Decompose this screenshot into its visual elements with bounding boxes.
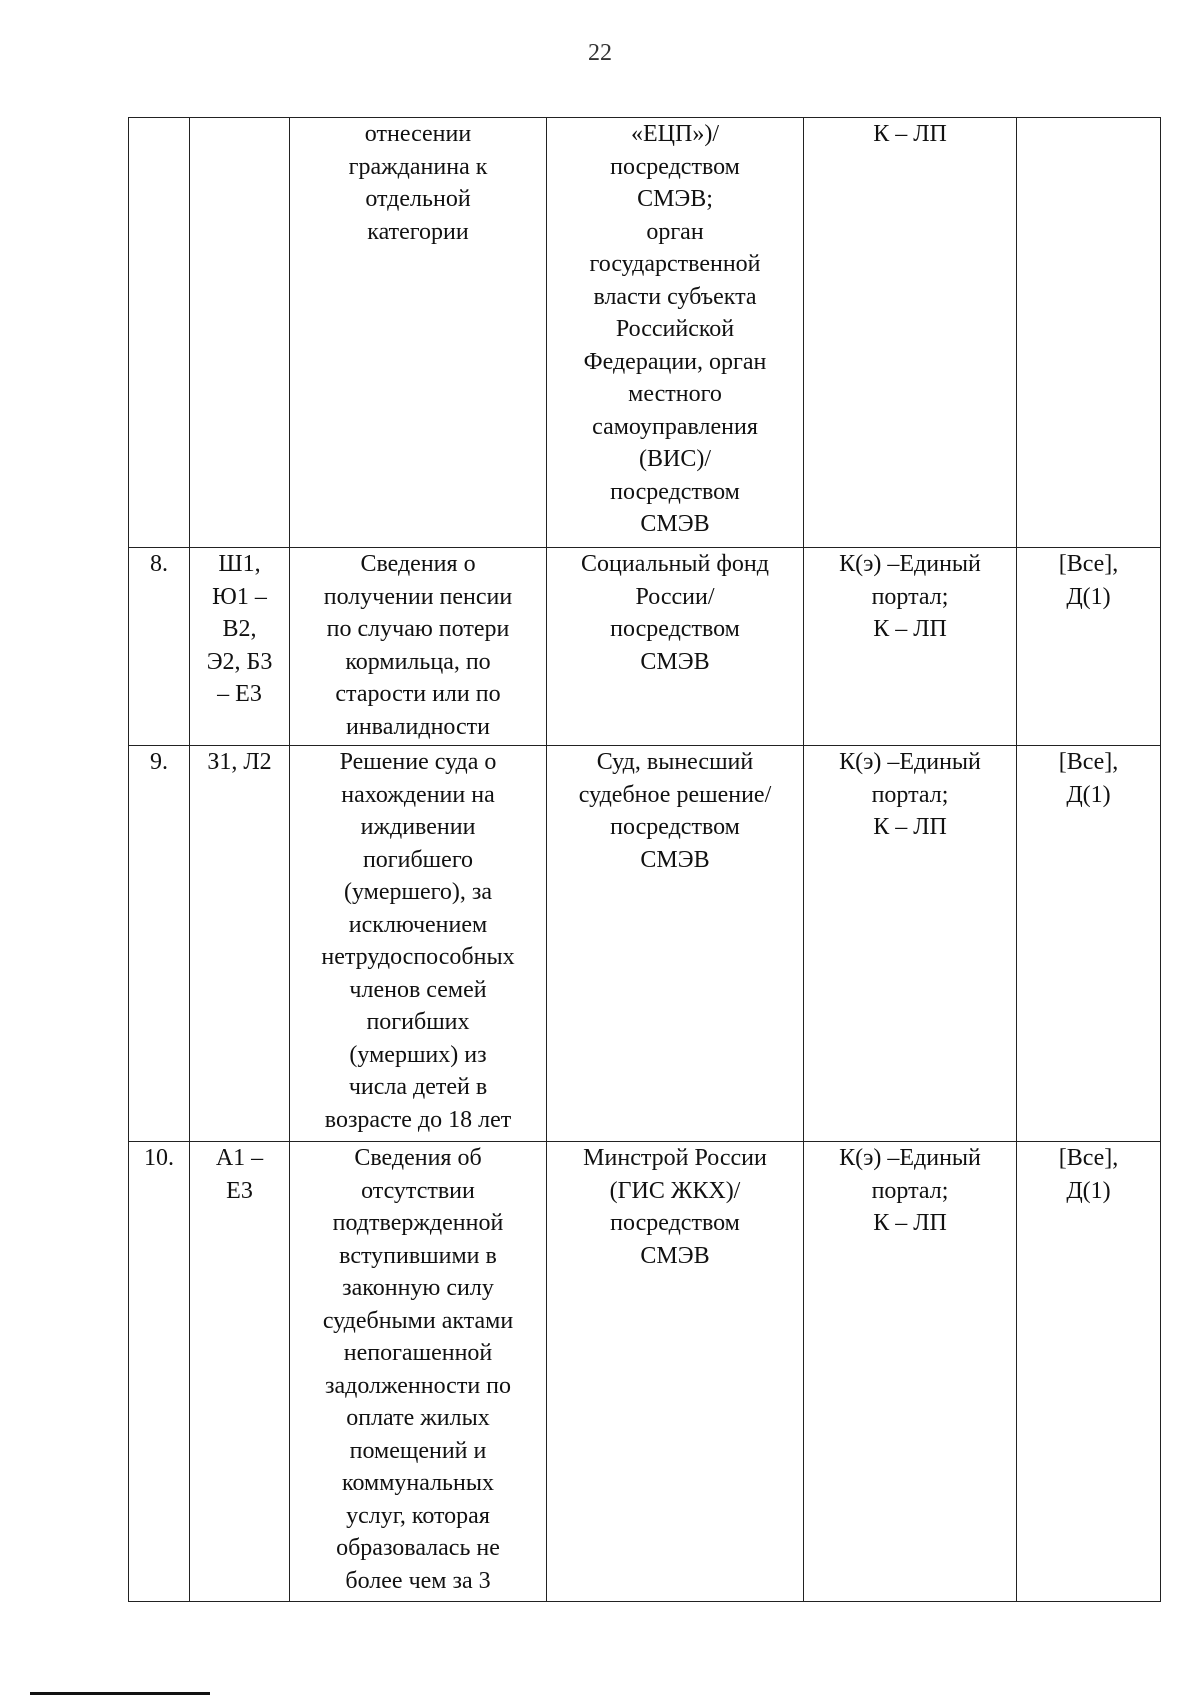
document-cell: Решение суда о нахождении на иждивении погибшего (умершего), за исключением нетрудоспособных членов семей погибших (умерших) из числа детей в возрасте до 18 лет xyxy=(290,746,547,1142)
source-cell: Суд, вынесший судебное решение/ посредством СМЭВ xyxy=(547,746,804,1142)
row-number-cell xyxy=(129,118,190,548)
document-table xyxy=(128,117,1161,1602)
code-cell: Ш1, Ю1 – В2, Э2, Б3 – Е3 xyxy=(190,548,290,746)
source-cell: «ЕЦП»)/ посредством СМЭВ; орган государственной власти субъекта Российской Федерации, орган местного самоуправления (ВИС)/ посредством СМЭВ xyxy=(547,118,804,548)
document-cell: Сведения о получении пенсии по случаю потери кормильца, по старости или по инвалидности xyxy=(290,548,547,746)
table-row xyxy=(129,118,1161,548)
table-row xyxy=(129,1142,1161,1602)
row-number-cell: 8. xyxy=(129,548,190,746)
code-cell xyxy=(190,118,290,548)
footnote-divider xyxy=(30,1692,210,1695)
document-cell: отнесении гражданина к отдельной категории xyxy=(290,118,547,548)
note-cell: [Все], Д(1) xyxy=(1017,548,1161,746)
row-number-cell: 10. xyxy=(129,1142,190,1602)
code-cell: А1 – Е3 xyxy=(190,1142,290,1602)
table-row xyxy=(129,746,1161,1142)
note-cell xyxy=(1017,118,1161,548)
method-cell: К(э) –Единый портал; К – ЛП xyxy=(804,548,1017,746)
note-cell: [Все], Д(1) xyxy=(1017,746,1161,1142)
code-cell: З1, Л2 xyxy=(190,746,290,1142)
page-number: 22 xyxy=(588,40,612,66)
method-cell: К(э) –Единый портал; К – ЛП xyxy=(804,1142,1017,1602)
source-cell: Социальный фонд России/ посредством СМЭВ xyxy=(547,548,804,746)
note-cell: [Все], Д(1) xyxy=(1017,1142,1161,1602)
row-number-cell: 9. xyxy=(129,746,190,1142)
method-cell: К(э) –Единый портал; К – ЛП xyxy=(804,746,1017,1142)
source-cell: Минстрой России (ГИС ЖКХ)/ посредством СМЭВ xyxy=(547,1142,804,1602)
table-row xyxy=(129,548,1161,746)
method-cell: К – ЛП xyxy=(804,118,1017,548)
document-cell: Сведения об отсутствии подтвержденной вступившими в законную силу судебными актами непогашенной задолженности по оплате жилых помещений и коммунальных услуг, которая образовалась не более чем за 3 xyxy=(290,1142,547,1602)
